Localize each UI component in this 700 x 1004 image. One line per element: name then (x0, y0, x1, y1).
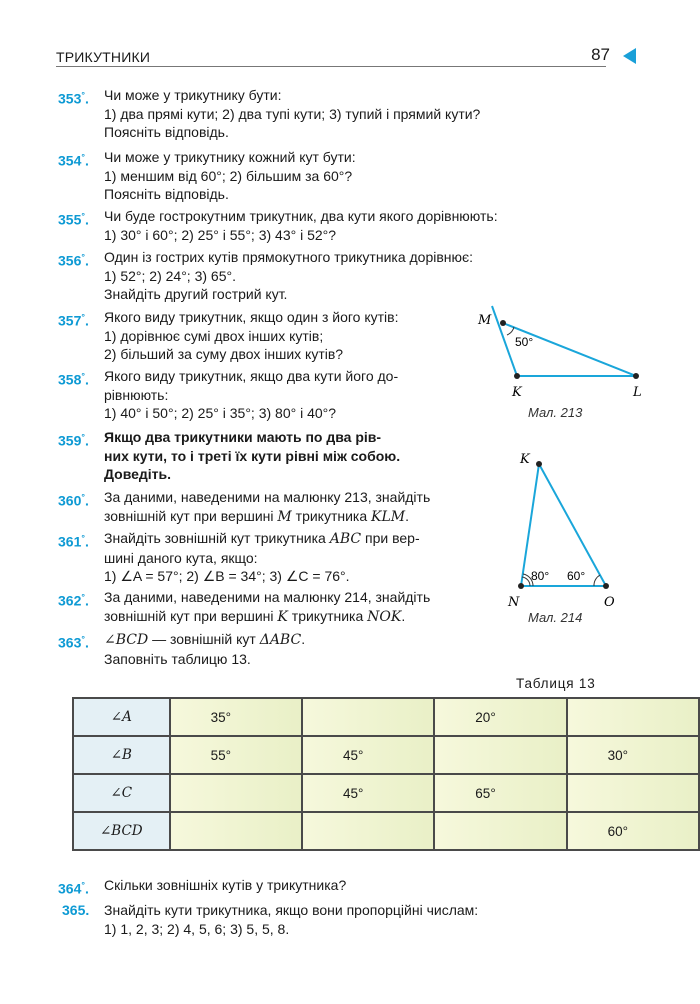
problem-text: 1) 40° і 50°; 2) 25° і 35°; 3) 80° і 40°? (104, 405, 337, 421)
problem-363: 363°. ∠BCD — зовнішній кут ΔABC. Заповніть таблицю 13. (58, 631, 306, 667)
difficulty-mark: ° (81, 880, 85, 890)
problem-text: Якого виду трикутник, якщо один з його кутів: (104, 309, 399, 325)
row-header: ∠C (73, 774, 170, 812)
label-k: K (520, 452, 530, 467)
difficulty-mark: ° (81, 533, 85, 543)
problem-number: 362 (58, 592, 82, 609)
problem-number: 355 (58, 211, 82, 228)
math-symbol: M (277, 508, 292, 525)
table-cell (302, 812, 434, 850)
difficulty-mark: ° (81, 371, 85, 381)
problem-text: Скільки зовнішніх кутів у трикутника? (104, 877, 347, 893)
problem-text: Поясніть відповідь. (104, 186, 229, 202)
table-cell: 35° (170, 698, 302, 736)
table-cell: 65° (434, 774, 566, 812)
label-k: K (512, 385, 522, 400)
math-symbol: NOK (367, 608, 402, 625)
segment-mk (492, 306, 517, 376)
problem-text: Знайдіть кути трикутника, якщо вони пропорційні числам: (104, 902, 479, 918)
problem-text: них кути, то і треті їх кути рівні між собою. (104, 447, 401, 464)
math-symbol: ABC (329, 531, 362, 547)
figure-214-caption: Мал. 214 (528, 610, 583, 625)
problem-354: 354°. Чи може у трикутнику кожний кут бути: 1) меншим від 60°; 2) більшим за 60°? Поясніть відповідь. (58, 149, 356, 202)
table-13 (72, 697, 700, 851)
problem-361: 361°. Знайдіть зовнішній кут трикутника ABC при вер- шині даного кута, якщо: 1) ∠A = 57°; 2) ∠B = 34°; 3) ∠C = 76°. (58, 530, 420, 584)
problem-text: 1) два прямі кути; 2) два тупі кути; 3) тупий і прямий кути? (104, 105, 481, 122)
table-cell (170, 812, 302, 850)
math-symbol: ∠BCD (104, 632, 149, 648)
problem-text: Один із гострих кутів прямокутного трикутника дорівнює: (104, 249, 474, 265)
problem-360: 360°. За даними, наведеними на малюнку 213, знайдіть зовнішній кут при вершині M трикутника KLM. (58, 489, 431, 525)
table-row (73, 698, 699, 736)
problem-text: Якщо два трикутники мають по два рів- (104, 429, 382, 445)
problem-text: Якого виду трикутник, якщо два кути його до- (104, 368, 399, 384)
angle-label-n: 80° (531, 569, 550, 583)
problem-text: Чи буде гострокутним трикутник, два кути якого дорівнюють: (104, 208, 498, 224)
difficulty-mark: ° (81, 152, 85, 162)
segment-ml (503, 323, 636, 376)
label-n: N (508, 595, 520, 610)
difficulty-mark: ° (81, 211, 85, 221)
problem-text: зовнішній кут при вершині K трикутника NOK. (104, 607, 406, 625)
angle-label-o: 60° (567, 569, 586, 583)
table-cell: 45° (302, 774, 434, 812)
problem-text: шині даного кута, якщо: (104, 549, 258, 566)
problem-text: За даними, наведеними на малюнку 214, знайдіть (104, 589, 431, 605)
segment-ko (539, 464, 606, 586)
row-header: ∠B (73, 736, 170, 774)
problem-number: 364 (58, 880, 82, 897)
table-cell (170, 774, 302, 812)
table-cell: 20° (434, 698, 566, 736)
problem-number: 359 (58, 432, 82, 449)
problem-365: 365. Знайдіть кути трикутника, якщо вони пропорційні числам: 1) 1, 2, 3; 2) 4, 5, 6; 3) 5, 5, 8. (62, 902, 479, 937)
label-m: M (478, 313, 492, 328)
problem-359: 359°. Якщо два трикутники мають по два рів- них кути, то і треті їх кути рівні між собою. Доведіть. (58, 429, 401, 482)
problem-text: 1) 30° і 60°; 2) 25° і 55°; 3) 43° і 52°? (104, 226, 337, 243)
table-cell: 45° (302, 736, 434, 774)
table-cell (434, 736, 566, 774)
problem-text: Поясніть відповідь. (104, 124, 229, 140)
math-symbol: K (277, 608, 288, 625)
row-header: ∠A (73, 698, 170, 736)
vertex-k (514, 373, 520, 379)
angle-arc (507, 327, 514, 335)
problem-text: зовнішній кут при вершині M трикутника KLM. (104, 507, 410, 525)
difficulty-mark: ° (81, 432, 85, 442)
figure-213-caption: Мал. 213 (528, 405, 583, 420)
math-symbol: KLM (371, 508, 406, 525)
problem-357: 357°. Якого виду трикутник, якщо один з його кутів: 1) дорівнює сумі двох інших кутів; 2) більший за суму двох інших кутів? (58, 309, 399, 362)
problem-text: За даними, наведеними на малюнку 213, знайдіть (104, 489, 431, 505)
table-caption: Таблиця 13 (516, 676, 596, 691)
running-title: ТРИКУТНИКИ (56, 49, 151, 65)
figure-214 (500, 444, 630, 614)
header-rule (56, 66, 606, 67)
problem-text: 1) меншим від 60°; 2) більшим за 60°? (104, 167, 353, 184)
table-cell: 30° (567, 736, 699, 774)
problem-number: 361 (58, 533, 82, 550)
problem-text: Знайдіть другий гострий кут. (104, 286, 288, 302)
vertex-n (518, 583, 524, 589)
problem-number: 354 (58, 152, 82, 169)
page-marker-icon (623, 48, 636, 64)
difficulty-mark: ° (81, 312, 85, 322)
angle-label: 50° (515, 335, 534, 349)
problem-364: 364°. Скільки зовнішніх кутів у трикутника? (58, 877, 347, 897)
table-cell (567, 774, 699, 812)
angle-arc-o (594, 575, 600, 586)
page-number: 87 (591, 45, 610, 64)
problem-text: Чи може у трикутнику бути: (104, 87, 282, 103)
problem-number: 360 (58, 492, 82, 509)
difficulty-mark: ° (81, 90, 85, 100)
vertex-m (500, 320, 506, 326)
vertex-o (603, 583, 609, 589)
problem-number: 353 (58, 90, 82, 107)
problem-358: 358°. Якого виду трикутник, якщо два кути його до- рівнюють: 1) 40° і 50°; 2) 25° і 35°; 3) 80° і 40°? (58, 368, 399, 421)
table-cell (302, 698, 434, 736)
table-row (73, 812, 699, 850)
problem-353: 353°. Чи може у трикутнику бути: 1) два прямі кути; 2) два тупі кути; 3) тупий і прямий кути? Поясніть відповідь. (58, 87, 481, 140)
row-header: ∠BCD (73, 812, 170, 850)
problem-text: 1) 52°; 2) 24°; 3) 65°. (104, 267, 236, 284)
vertex-l (633, 373, 639, 379)
problem-text: Заповніть таблицю 13. (104, 650, 251, 667)
problem-text: 1) дорівнює сумі двох інших кутів; (104, 327, 324, 344)
table-cell (567, 698, 699, 736)
problem-356: 356°. Один із гострих кутів прямокутного трикутника дорівнює: 1) 52°; 2) 24°; 3) 65°. Знайдіть другий гострий кут. (58, 249, 474, 302)
problem-text: Знайдіть зовнішній кут трикутника ABC при вер- (104, 530, 420, 547)
problem-text: рівнюють: (104, 386, 169, 403)
difficulty-mark: ° (81, 252, 85, 262)
problem-text: 1) 1, 2, 3; 2) 4, 5, 6; 3) 5, 5, 8. (104, 920, 290, 937)
segment-kn (521, 464, 539, 586)
vertex-k (536, 461, 542, 467)
difficulty-mark: ° (81, 492, 85, 502)
problem-text: ∠BCD — зовнішній кут ΔABC. (104, 631, 306, 648)
problem-number: 365 (62, 902, 86, 918)
table-row (73, 774, 699, 812)
problem-text: Доведіть. (104, 466, 172, 482)
table-cell: 60° (567, 812, 699, 850)
problem-355: 355°. Чи буде гострокутним трикутник, два кути якого дорівнюють: 1) 30° і 60°; 2) 25° і 55°; 3) 43° і 52°? (58, 208, 498, 243)
table-cell: 55° (170, 736, 302, 774)
problem-number: 356 (58, 252, 82, 269)
table-row (73, 736, 699, 774)
difficulty-mark: ° (81, 592, 85, 602)
label-l: L (633, 385, 642, 400)
problem-number: 363 (58, 634, 82, 651)
problem-number: 357 (58, 312, 82, 329)
problem-362: 362°. За даними, наведеними на малюнку 214, знайдіть зовнішній кут при вершині K трикутника NOK. (58, 589, 431, 625)
problem-text: 2) більший за суму двох інших кутів? (104, 346, 344, 362)
figure-213 (470, 298, 670, 403)
difficulty-mark: ° (81, 634, 85, 644)
problem-number: 358 (58, 371, 82, 388)
table-cell (434, 812, 566, 850)
problem-text: Чи може у трикутнику кожний кут бути: (104, 149, 356, 165)
label-o: O (604, 595, 615, 610)
problem-text: 1) ∠A = 57°; 2) ∠B = 34°; 3) ∠C = 76°. (104, 568, 350, 584)
page-header (56, 44, 636, 68)
math-symbol: ΔABC (259, 632, 302, 648)
